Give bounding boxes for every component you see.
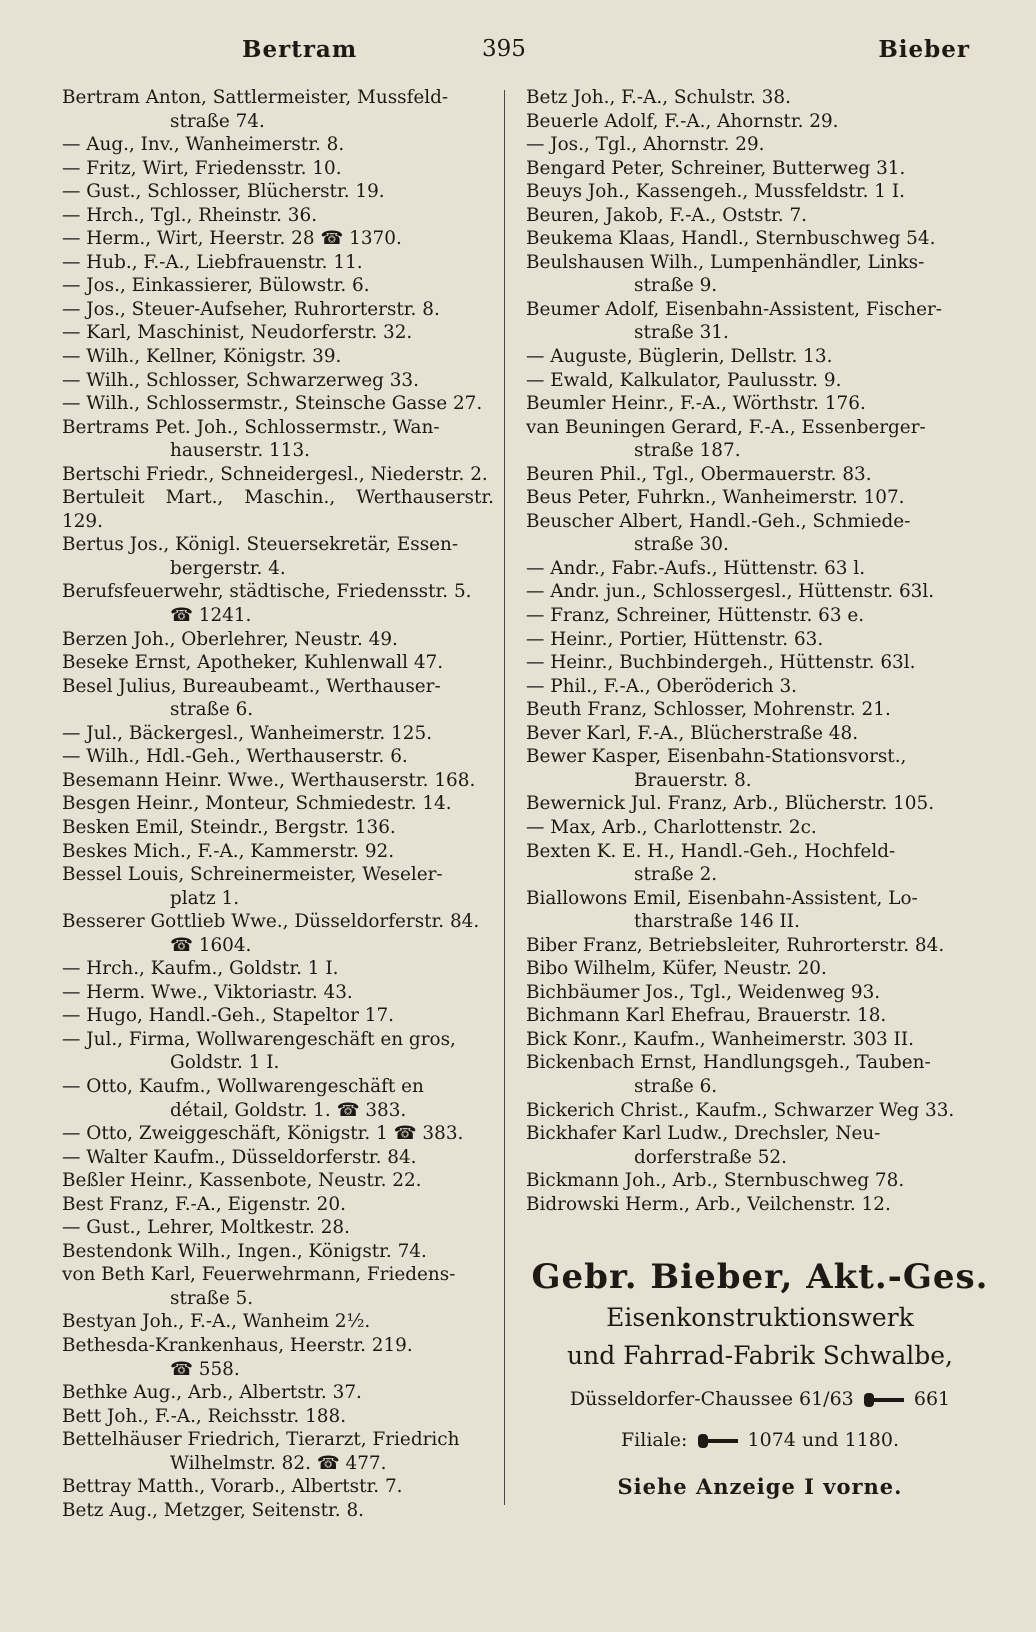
directory-line: Beuth Franz, Schlosser, Mohrenstr. 21. bbox=[526, 699, 891, 721]
directory-line: bergerstr. 4. bbox=[170, 557, 286, 579]
directory-line: — Otto, Kaufm., Wollwarengeschäft en bbox=[62, 1075, 424, 1097]
directory-line: — Wilh., Schlosser, Schwarzerweg 33. bbox=[62, 369, 419, 391]
directory-line: Best Franz, F.-A., Eigenstr. 20. bbox=[62, 1193, 346, 1215]
directory-line: Bickmann Joh., Arb., Sternbuschweg 78. bbox=[526, 1170, 905, 1192]
directory-line: — Hub., F.-A., Liebfrauenstr. 11. bbox=[62, 251, 363, 273]
directory-line: straße 6. bbox=[634, 1075, 718, 1097]
directory-line: Bichmann Karl Ehefrau, Brauerstr. 18. bbox=[526, 1005, 887, 1027]
directory-line: Bickerich Christ., Kaufm., Schwarzer Weg 33. bbox=[526, 1099, 955, 1121]
directory-line: — Herm. Wwe., Viktoriastr. 43. bbox=[62, 981, 353, 1003]
directory-line: — Auguste, Büglerin, Dellstr. 13. bbox=[526, 346, 833, 368]
directory-line: — Otto, Zweiggeschäft, Königstr. 1 ☎ 383. bbox=[62, 1123, 464, 1145]
directory-line: — Wilh., Kellner, Königstr. 39. bbox=[62, 346, 342, 368]
directory-line: straße 31. bbox=[634, 322, 729, 344]
directory-line: Betz Aug., Metzger, Seitenstr. 8. bbox=[62, 1499, 364, 1521]
directory-line: straße 2. bbox=[634, 864, 718, 886]
ad-see-reference: Siehe Anzeige I vorne. bbox=[617, 1474, 903, 1499]
directory-line: Berzen Joh., Oberlehrer, Neustr. 49. bbox=[62, 628, 398, 650]
directory-line: platz 1. bbox=[170, 887, 240, 909]
ad-branch-phone: 1074 und 1180. bbox=[747, 1429, 900, 1451]
directory-line: — Wilh., Hdl.-Geh., Werthauserstr. 6. bbox=[62, 746, 408, 768]
header-right-keyword: Bieber bbox=[878, 36, 970, 63]
directory-line: hauserstr. 113. bbox=[170, 440, 311, 462]
directory-line: Bertrams Pet. Joh., Schlossermstr., Wan- bbox=[62, 416, 440, 438]
directory-line: straße 5. bbox=[170, 1287, 254, 1309]
directory-line: Beuerle Adolf, F.-A., Ahornstr. 29. bbox=[526, 110, 839, 132]
directory-line: Bertuleit Mart., Maschin., Werthauserstr. 129. bbox=[62, 487, 494, 532]
directory-line: — Gust., Lehrer, Moltkestr. 28. bbox=[62, 1217, 350, 1239]
directory-line: — Ewald, Kalkulator, Paulusstr. 9. bbox=[526, 369, 842, 391]
directory-line: — Jul., Bäckergesl., Wanheimerstr. 125. bbox=[62, 722, 433, 744]
directory-line: Beuren, Jakob, F.-A., Oststr. 7. bbox=[526, 204, 807, 226]
directory-line: ☎ 558. bbox=[170, 1358, 240, 1380]
page-number: 395 bbox=[482, 36, 526, 62]
ad-address-phone: 661 bbox=[913, 1388, 951, 1410]
directory-line: Beulshausen Wilh., Lumpenhändler, Links- bbox=[526, 251, 925, 273]
directory-line: Biber Franz, Betriebsleiter, Ruhrorterstr. 84. bbox=[526, 934, 945, 956]
directory-line: Goldstr. 1 I. bbox=[170, 1052, 280, 1074]
directory-line: straße 6. bbox=[170, 699, 254, 721]
directory-line: — Phil., F.-A., Oberöderich 3. bbox=[526, 675, 797, 697]
directory-line: van Beuningen Gerard, F.-A., Essenberger- bbox=[526, 416, 926, 438]
ad-line-3: und Fahrrad-Fabrik Schwalbe, bbox=[567, 1341, 953, 1370]
directory-line: Betz Joh., F.-A., Schulstr. 38. bbox=[526, 87, 791, 108]
directory-line: — Fritz, Wirt, Friedensstr. 10. bbox=[62, 157, 342, 179]
directory-line: — Jos., Tgl., Ahornstr. 29. bbox=[526, 134, 765, 156]
directory-line: — Herm., Wirt, Heerstr. 28 ☎ 1370. bbox=[62, 228, 402, 250]
directory-line: Bessel Louis, Schreinermeister, Weseler- bbox=[62, 864, 443, 886]
directory-line: — Jos., Einkassierer, Bülowstr. 6. bbox=[62, 275, 370, 297]
directory-line: — Max, Arb., Charlottenstr. 2c. bbox=[526, 816, 817, 838]
directory-line: Bever Karl, F.-A., Blücherstraße 48. bbox=[526, 722, 859, 744]
directory-line: — Hugo, Handl.-Geh., Stapeltor 17. bbox=[62, 1005, 395, 1027]
directory-line: Bickhafer Karl Ludw., Drechsler, Neu- bbox=[526, 1123, 881, 1145]
directory-line: Bertus Jos., Königl. Steuersekretär, Essen- bbox=[62, 534, 459, 556]
directory-line: — Andr., Fabr.-Aufs., Hüttenstr. 63 l. bbox=[526, 557, 866, 579]
directory-line: — Hrch., Tgl., Rheinstr. 36. bbox=[62, 204, 318, 226]
directory-line: Bethke Aug., Arb., Albertstr. 37. bbox=[62, 1382, 362, 1404]
directory-line: — Aug., Inv., Wanheimerstr. 8. bbox=[62, 134, 345, 156]
directory-line: Besemann Heinr. Wwe., Werthauserstr. 168. bbox=[62, 769, 476, 791]
directory-line: — Gust., Schlosser, Blücherstr. 19. bbox=[62, 181, 385, 203]
directory-line: — Jos., Steuer-Aufseher, Ruhrorterstr. 8. bbox=[62, 298, 440, 320]
directory-line: Bestyan Joh., F.-A., Wanheim 2½. bbox=[62, 1311, 371, 1333]
directory-line: Bertram Anton, Sattlermeister, Mussfeld- bbox=[62, 87, 449, 108]
ad-address bbox=[526, 1380, 994, 1418]
directory-line: Beumler Heinr., F.-A., Wörthstr. 176. bbox=[526, 393, 866, 415]
directory-line: tharstraße 146 II. bbox=[634, 911, 800, 933]
directory-line: Bidrowski Herm., Arb., Veilchenstr. 12. bbox=[526, 1193, 891, 1215]
ad-branch-label: Filiale: bbox=[620, 1429, 688, 1451]
ad-firm-name: Gebr. Bieber, Akt.-Ges. bbox=[531, 1257, 989, 1297]
right-column bbox=[526, 86, 994, 1216]
directory-line: Bethesda-Krankenhaus, Heerstr. 219. bbox=[62, 1334, 413, 1356]
directory-line: — Jul., Firma, Wollwarengeschäft en gros, bbox=[62, 1028, 456, 1050]
directory-line: — Wilh., Schlossermstr., Steinsche Gasse 27. bbox=[62, 393, 483, 415]
telephone-icon bbox=[698, 1434, 738, 1448]
directory-line: Bexten K. E. H., Handl.-Geh., Hochfeld- bbox=[526, 840, 896, 862]
directory-line: Biallowons Emil, Eisenbahn-Assistent, Lo- bbox=[526, 887, 918, 909]
directory-line: Bestendonk Wilh., Ingen., Königstr. 74. bbox=[62, 1240, 427, 1262]
page-header bbox=[62, 36, 990, 76]
directory-line: Bett Joh., F.-A., Reichsstr. 188. bbox=[62, 1405, 347, 1427]
directory-line: dorferstraße 52. bbox=[634, 1146, 787, 1168]
directory-line: Bichbäumer Jos., Tgl., Weidenweg 93. bbox=[526, 981, 881, 1003]
directory-line: — Karl, Maschinist, Neudorferstr. 32. bbox=[62, 322, 413, 344]
directory-line: Beus Peter, Fuhrkn., Wanheimerstr. 107. bbox=[526, 487, 905, 509]
directory-line: — Franz, Schreiner, Hüttenstr. 63 e. bbox=[526, 605, 865, 627]
directory-line: Bibo Wilhelm, Küfer, Neustr. 20. bbox=[526, 958, 827, 980]
directory-line: Beßler Heinr., Kassenbote, Neustr. 22. bbox=[62, 1170, 422, 1192]
directory-line: ☎ 1241. bbox=[170, 605, 252, 627]
directory-line: Bickenbach Ernst, Handlungsgeh., Tauben- bbox=[526, 1052, 931, 1074]
directory-line: Beuren Phil., Tgl., Obermauerstr. 83. bbox=[526, 463, 872, 485]
column-divider bbox=[504, 90, 505, 1505]
directory-line: Bettelhäuser Friedrich, Tierarzt, Friedrich bbox=[62, 1429, 460, 1451]
header-left-keyword: Bertram bbox=[242, 36, 358, 63]
directory-line: Bewer Kasper, Eisenbahn-Stationsvorst., bbox=[526, 746, 907, 768]
directory-line: ☎ 1604. bbox=[170, 934, 252, 956]
directory-line: — Walter Kaufm., Düsseldorferstr. 84. bbox=[62, 1146, 417, 1168]
directory-line: Beukema Klaas, Handl., Sternbuschweg 54. bbox=[526, 228, 936, 250]
directory-line: Besserer Gottlieb Wwe., Düsseldorferstr. 84. bbox=[62, 911, 480, 933]
directory-line: Beuys Joh., Kassengeh., Mussfeldstr. 1 I. bbox=[526, 181, 905, 203]
directory-line: — Heinr., Buchbindergeh., Hüttenstr. 63l. bbox=[526, 652, 916, 674]
left-column bbox=[62, 86, 494, 1522]
ad-line-2: Eisenkonstruktionswerk bbox=[606, 1303, 914, 1332]
directory-line: — Hrch., Kaufm., Goldstr. 1 I. bbox=[62, 958, 339, 980]
directory-line: Besel Julius, Bureaubeamt., Werthauser- bbox=[62, 675, 441, 697]
directory-line: straße 74. bbox=[170, 110, 265, 132]
directory-line: Bertschi Friedr., Schneidergesl., Niederstr. 2. bbox=[62, 463, 488, 485]
advertisement-box bbox=[526, 1254, 994, 1512]
directory-line: Wilhelmstr. 82. ☎ 477. bbox=[170, 1452, 387, 1474]
directory-line: Bengard Peter, Schreiner, Butterweg 31. bbox=[526, 157, 906, 179]
directory-line: Beuscher Albert, Handl.-Geh., Schmiede- bbox=[526, 510, 911, 532]
directory-line: Bick Konr., Kaufm., Wanheimerstr. 303 II. bbox=[526, 1028, 914, 1050]
directory-line: Brauerstr. 8. bbox=[634, 769, 752, 791]
directory-line: Beumer Adolf, Eisenbahn-Assistent, Fischer- bbox=[526, 298, 942, 320]
ad-branch bbox=[526, 1418, 994, 1462]
directory-line: von Beth Karl, Feuerwehrmann, Friedens- bbox=[62, 1264, 456, 1286]
directory-line: Bettray Matth., Vorarb., Albertstr. 7. bbox=[62, 1476, 403, 1498]
directory-line: Berufsfeuerwehr, städtische, Friedensstr. 5. bbox=[62, 581, 472, 603]
directory-line: straße 30. bbox=[634, 534, 729, 556]
directory-line: — Heinr., Portier, Hüttenstr. 63. bbox=[526, 628, 824, 650]
directory-line: Besgen Heinr., Monteur, Schmiedestr. 14. bbox=[62, 793, 452, 815]
directory-line: Besken Emil, Steindr., Bergstr. 136. bbox=[62, 816, 396, 838]
directory-line: Bewernick Jul. Franz, Arb., Blücherstr. 105. bbox=[526, 793, 935, 815]
directory-line: Beskes Mich., F.-A., Kammerstr. 92. bbox=[62, 840, 395, 862]
directory-line: straße 187. bbox=[634, 440, 741, 462]
telephone-icon bbox=[864, 1393, 904, 1407]
directory-line: — Andr. jun., Schlossergesl., Hüttenstr. 63l. bbox=[526, 581, 935, 603]
directory-line: Beseke Ernst, Apotheker, Kuhlenwall 47. bbox=[62, 652, 444, 674]
directory-line: détail, Goldstr. 1. ☎ 383. bbox=[170, 1099, 407, 1121]
ad-address-text: Düsseldorfer-Chaussee 61/63 bbox=[569, 1388, 854, 1410]
directory-line: straße 9. bbox=[634, 275, 718, 297]
